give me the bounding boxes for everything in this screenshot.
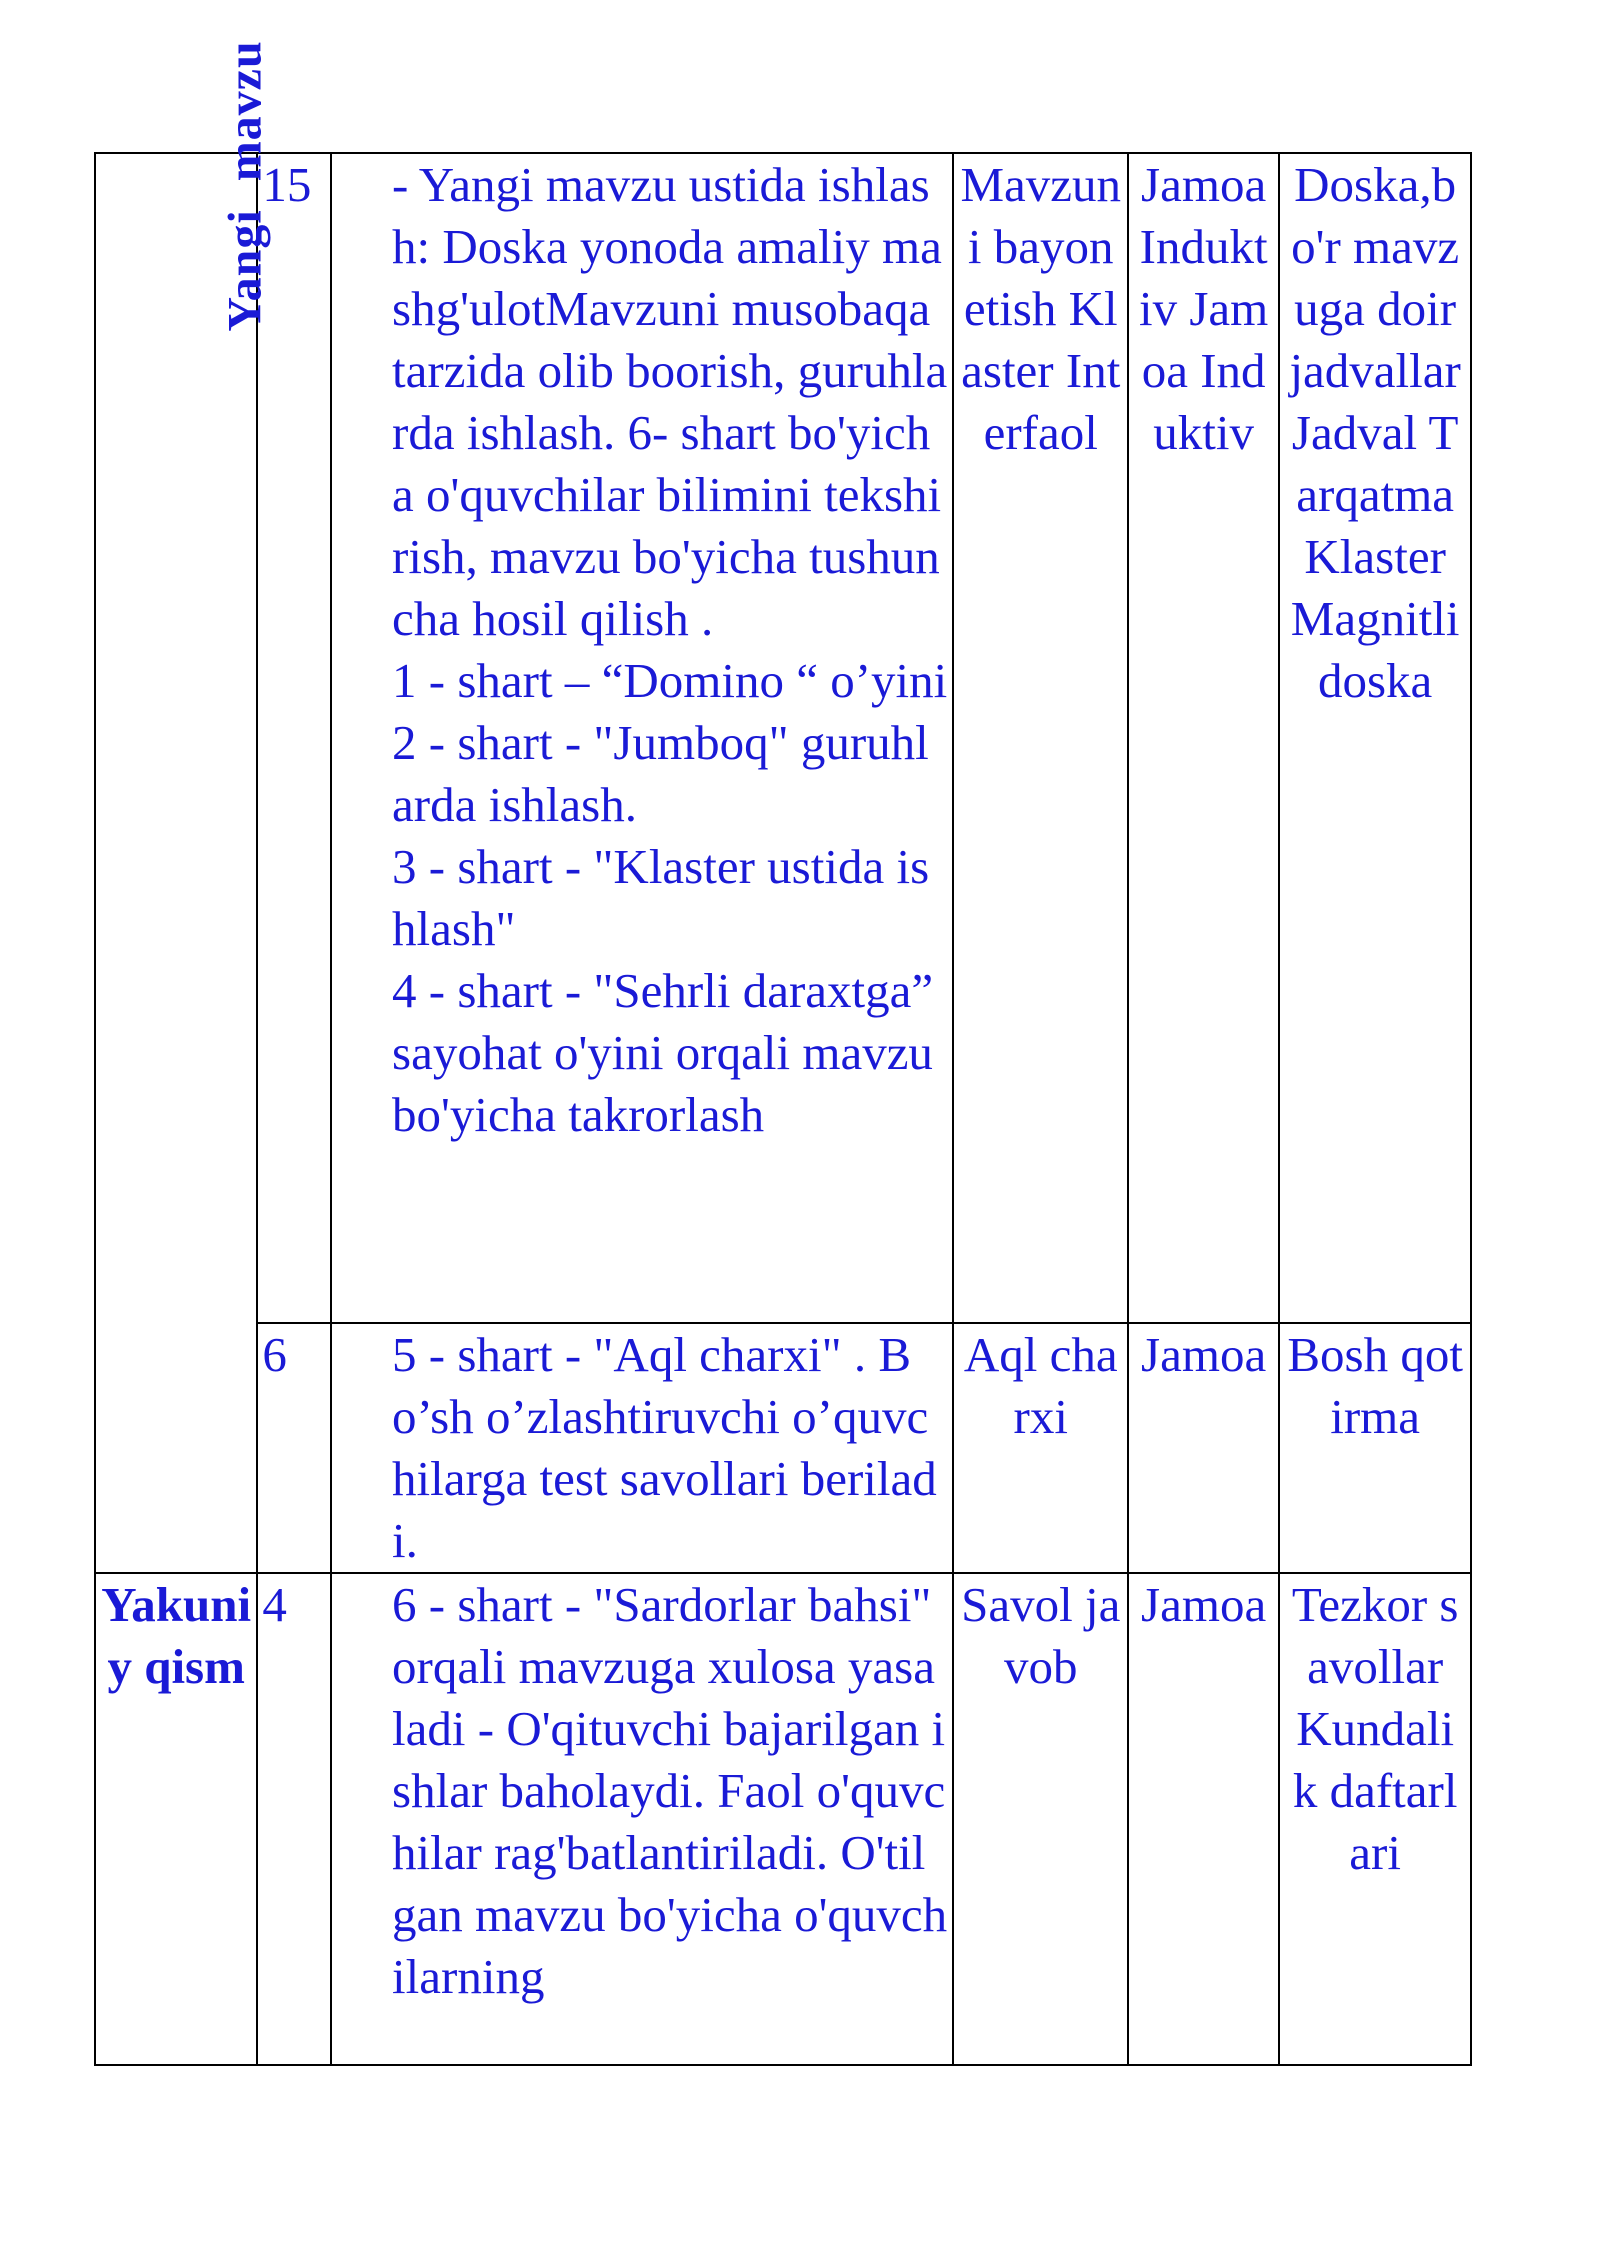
table-row [95, 1323, 1471, 1573]
tools-cell: Bosh qotirma [1279, 1323, 1471, 1573]
lesson-plan-table [94, 40, 1472, 2066]
content-paragraph: 1 - shart – “Domino “ o’yini [392, 653, 948, 708]
stage-word-2: mavzu [218, 40, 272, 182]
table-row [95, 1573, 1471, 2065]
content-cell [331, 153, 953, 1323]
stage-word-1: Yangi [218, 209, 272, 332]
method-cell: Aql charxi [953, 1323, 1128, 1573]
minutes-cell: 4 [257, 1573, 331, 2065]
stage-cell-final: Yakuniy qism [95, 1573, 257, 2065]
content-paragraph: - Yangi mavzu ustida ishlash: Doska yonoda amaliy mashg'ulotMavzuni musobaqa tarzida olib boorish, guruhlarda ishlash. 6- shart bo'yicha o'quvchilar bilimini tekshirish, mavzu bo'yicha tushuncha hosil qilish . [392, 157, 948, 646]
content-paragraph: 2 - shart - "Jumboq" guruhlarda ishlash. [392, 715, 929, 832]
content-cell [331, 1323, 953, 1573]
table-row [95, 153, 1471, 1323]
content-paragraph: 6 - shart - "Sardorlar bahsi" orqali mavzuga xulosa yasaladi - O'qituvchi bajarilgan ishlar baholaydi. Faol o'quvchilar rag'batlantiriladi. O'tilgan mavzu bo'yicha o'quvchilarning [392, 1577, 948, 2004]
form-cell: Jamoa [1128, 1573, 1279, 2065]
form-cell: Jamoa [1128, 1323, 1279, 1573]
content-paragraph: 3 - shart - "Klaster ustida ishlash" [392, 839, 930, 956]
method-cell: Mavzuni bayon etish Klaster Interfaol [953, 153, 1128, 1323]
method-cell: Savol javob [953, 1573, 1128, 2065]
stage-label-vertical [215, 40, 277, 331]
content-paragraph: 4 - shart - "Sehrli daraxtga” sayohat o'yini orqali mavzu bo'yicha takrorlash [392, 963, 934, 1142]
content-cell [331, 1573, 953, 2065]
tools-cell: Doska,bo'r mavzuga doir jadvallar Jadval Tarqatma Klaster Magnitli doska [1279, 153, 1471, 1323]
stage-cell-new-topic [95, 40, 272, 1573]
tools-cell: Tezkor savollar Kundalik daftarlari [1279, 1573, 1471, 2065]
minutes-cell: 15 [257, 153, 331, 1323]
content-paragraph: 5 - shart - "Aql charxi" . Bo’sh o’zlashtiruvchi o’quvchilarga test savollari beriladi. [392, 1327, 937, 1568]
form-cell: Jamoa Induktiv Jamoa Induktiv [1128, 153, 1279, 1323]
minutes-cell: 6 [257, 1323, 331, 1573]
